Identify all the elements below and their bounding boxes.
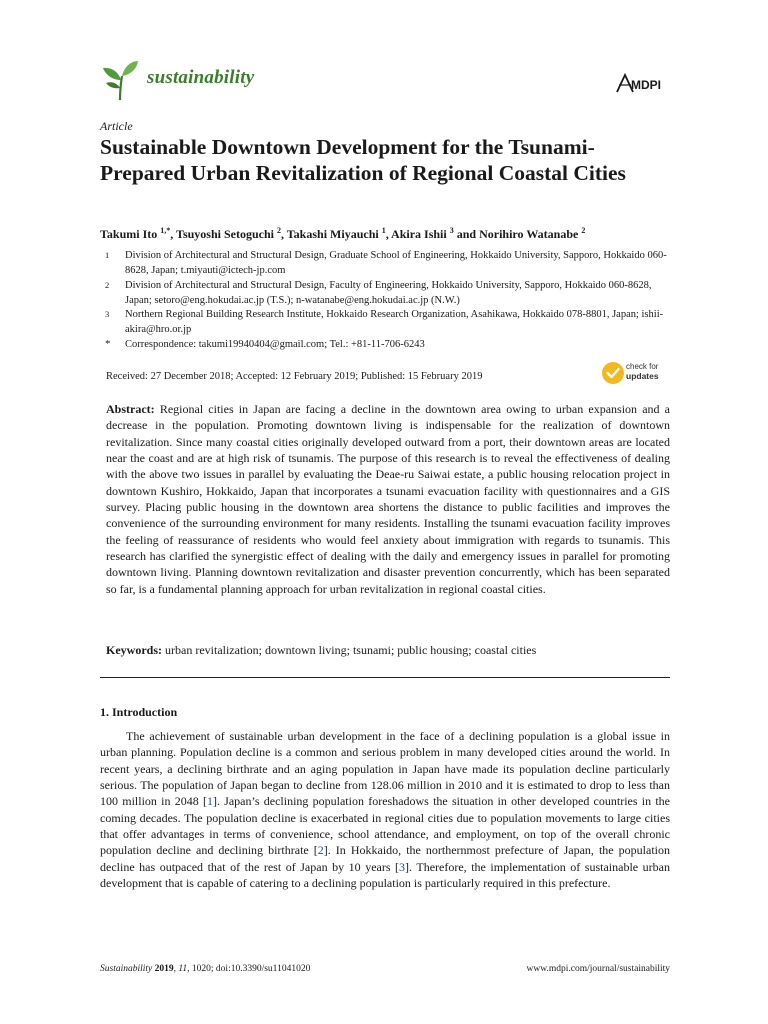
correspondence xyxy=(100,337,675,352)
affiliation-number: 2 xyxy=(105,280,110,290)
footer-doi: , 1020; doi:10.3390/su11041020 xyxy=(187,964,311,974)
abstract-text: Regional cities in Japan are facing a decline in the downtown area owing to urban expansion and a decrease in the population. Promoting downtown living is indispensable for the realization of downtown revitalization. Since many coastal cities originally developed outward from a port, their downtown areas are located near the coast and are at high risk of tsunamis. The purpose of this research is to reveal the effectiveness of dealing with the above two issues in parallel by evaluating the Deae-ru Saiwai estate, a public housing relocation project in downtown Kushiro, Hokkaido, Japan that incorporates a tsunami evacuation facility with questionnaires and a GIS survey. Placing public housing in the downtown area shortens the distance to public facilities and improves the convenience of the surrounding environment for many residents. Installing the tsunami evacuation facility improves the feeling of reassurance of residents who would feel anxiety about immigration with regards to tsunamis. This research has clarified the synergistic effect of dealing with the daily and emergency issues in parallel for promoting downtown living. Planning downtown revitalization and disaster prevention concurrently, which has been separated so far, is a fundamental planning approach for urban revitalization in regional coastal cities. xyxy=(106,402,671,596)
section-divider xyxy=(100,677,670,678)
author-name: Takashi Miyauchi xyxy=(286,227,379,241)
affiliation-text: Northern Regional Building Research Institute, Hokkaido Research Organization, Asahikawa, Hokkaido 078-8801, Japan; ishii-akira@hro.or.jp xyxy=(125,309,664,335)
correspondence-mark: * xyxy=(105,338,111,350)
check-for-updates-label[interactable] xyxy=(626,362,659,381)
affiliation-text: Division of Architectural and Structural Design, Faculty of Engineering, Hokkaido University, Sapporo, Hokkaido 060-8628, Japan; setoro@eng.hokudai.ac.jp (T.S.); n-watanabe@eng.hokudai.ac.jp (N.W.) xyxy=(125,280,652,306)
article-type: Article xyxy=(100,119,133,133)
author-name: Tsuyoshi Setoguchi xyxy=(176,227,274,241)
leaf-sprout-icon xyxy=(100,58,140,102)
author-name: Takumi Ito xyxy=(100,227,158,241)
keywords-label: Keywords: xyxy=(106,643,162,657)
abstract-label: Abstract: xyxy=(106,402,155,416)
footer-journal: Sustainability xyxy=(100,964,153,974)
footer-volume: 11 xyxy=(178,964,188,974)
keywords xyxy=(106,643,670,658)
introduction-paragraph xyxy=(100,728,670,891)
citation-footer: Sustainability 2019, 11, 1020; doi:10.3390/su11041020 xyxy=(100,964,311,974)
affiliation xyxy=(100,278,675,308)
intro-text: ]. Japan’s declining population foreshadows the situation in other developed countries in the coming decades. The population decline is exacerbated in regional cities due to population movements to large cities that offer advantages in terms of convenience, school attendance, and employment, on top of the overall chronic population decline and declining birthrate [ xyxy=(100,794,671,858)
affiliation-number: 1 xyxy=(105,250,110,260)
author-affiliation-mark: 2 xyxy=(276,226,281,235)
citation-link[interactable]: 3 xyxy=(399,859,406,874)
affiliation-number: 3 xyxy=(105,309,110,319)
author-affiliation-mark: 2 xyxy=(581,226,586,235)
section-heading: 1. Introduction xyxy=(100,705,178,719)
correspondence-text: Correspondence: takumi19940404@gmail.com; Tel.: +81-11-706-6243 xyxy=(125,339,425,350)
mdpi-logo xyxy=(614,72,668,94)
author-name: Akira Ishii xyxy=(391,227,447,241)
journal-name: sustainability xyxy=(147,67,255,88)
intro-text: ]. In Hokkaido, the northernmost prefecture of Japan, the population decline has outpaced that of the rest of Japan by 10 years [ xyxy=(100,843,670,874)
citation-link[interactable]: 2 xyxy=(317,843,324,858)
journal-url[interactable]: www.mdpi.com/journal/sustainability xyxy=(526,964,670,974)
check-for-updates-line2: updates xyxy=(626,370,659,381)
affiliation xyxy=(100,248,675,278)
author-affiliation-mark: 1 xyxy=(381,226,386,235)
author-affiliation-mark: 3 xyxy=(449,226,454,235)
keywords-text: urban revitalization; downtown living; tsunami; public housing; coastal cities xyxy=(165,643,537,657)
publication-dates: Received: 27 December 2018; Accepted: 12 February 2019; Published: 15 February 2019 xyxy=(106,371,483,382)
check-for-updates-line1: check for xyxy=(626,362,659,371)
publisher-label: MDPI xyxy=(631,78,661,92)
intro-text: ]. Therefore, the implementation of sustainable urban development that is capable of catering to a declining population is particularly required in this prefecture. xyxy=(100,859,670,891)
intro-text: The achievement of sustainable urban development in the face of a declining population is a global issue in urban planning. Population decline is a common and serious problem in many developed cities around the world. In recent years, a declining birthrate and an aging population in Japan have made its population decline particularly serious. The population of Japan began to decline from 128.06 million in 2010 and it is estimated to drop to less than 100 million in 2048 [ xyxy=(100,729,670,809)
author-affiliation-mark: 1,* xyxy=(160,226,171,235)
abstract xyxy=(106,401,670,597)
author-name: Norihiro Watanabe xyxy=(479,227,579,241)
article-title: Sustainable Downtown Development for the Tsunami-Prepared Urban Revitalization of Regional Coastal Cities xyxy=(100,135,626,185)
affiliation-text: Division of Architectural and Structural Design, Graduate School of Engineering, Hokkaido University, Sapporo, Hokkaido 060-8628, Japan; t.miyauti@ictech-jp.com xyxy=(125,250,667,276)
footer-year: 2019 xyxy=(154,964,174,974)
affiliation xyxy=(100,307,675,337)
author-list: Takumi Ito $^{1,*}$, Tsuyoshi Setoguchi $^2$, Takashi Miyauchi $^1$, Akira Ishii $^3$ and Norihiro Watanabe $^2$ xyxy=(100,226,586,241)
citation-link[interactable]: 1 xyxy=(206,794,213,809)
